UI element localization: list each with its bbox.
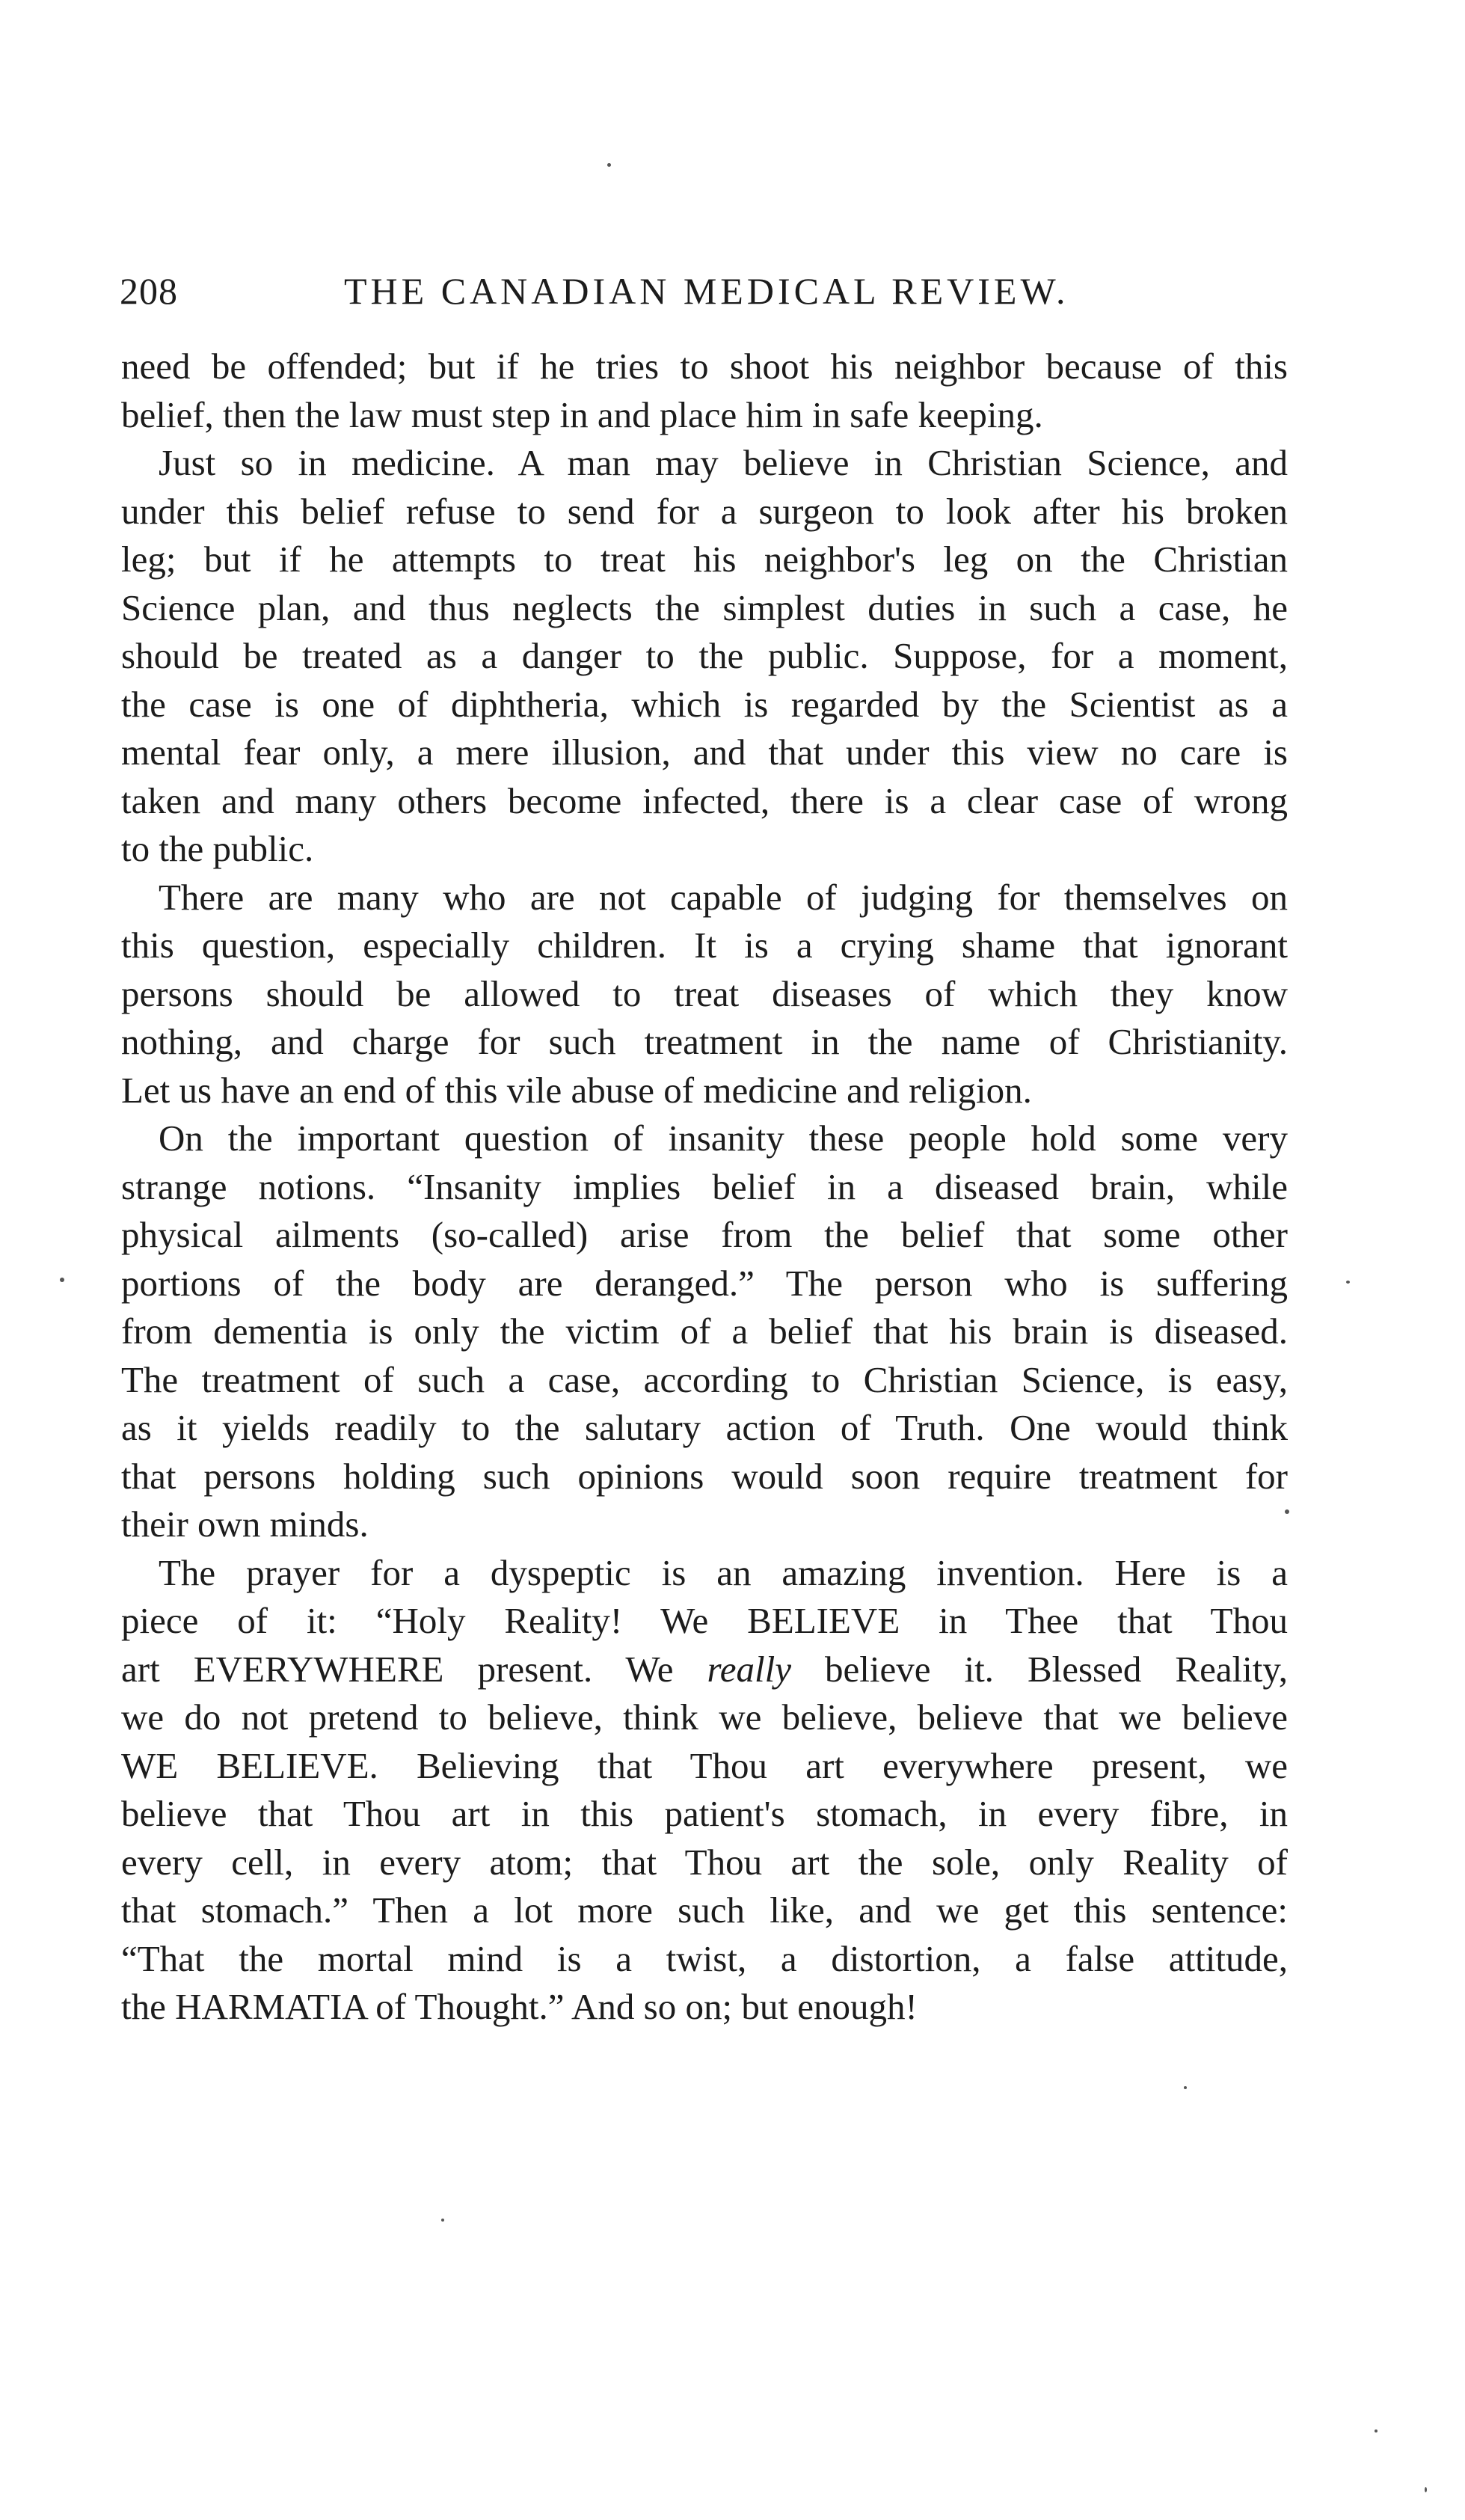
text-line: every cell, in every atom; that Thou art the sole, only Reality of — [121, 1841, 1288, 1883]
text-line: nothing, and charge for such treatment in the name of Christianity. — [121, 1021, 1288, 1062]
article-body — [121, 343, 1288, 2032]
emphasis: really — [707, 1648, 791, 1690]
paragraph — [121, 1115, 1288, 1549]
paragraph — [121, 439, 1288, 874]
text-line: belief, then the law must step in and place him in safe keeping. — [121, 393, 1043, 435]
text-line: that persons holding such opinions would soon require treatment for — [121, 1455, 1288, 1497]
text-line: The treatment of such a case, according to Christian Science, is easy, — [121, 1358, 1288, 1400]
text-line: WE BELIEVE. Believing that Thou art everywhere present, we — [121, 1744, 1288, 1786]
text-line: need be offended; but if he tries to shoot his neighbor because of this — [121, 346, 1288, 387]
text-line: that stomach.” Then a lot more such like, and we get this sentence: — [121, 1889, 1288, 1931]
text-line: their own minds. — [121, 1503, 369, 1545]
running-header — [120, 269, 1286, 322]
text-line: Let us have an end of this vile abuse of medicine and religion. — [121, 1069, 1032, 1111]
text-line: under this belief refuse to send for a surgeon to look after his broken — [121, 490, 1288, 532]
text-line: piece of it: “Holy Reality! We BELIEVE in Thee that Thou — [121, 1600, 1288, 1641]
text-line: we do not pretend to believe, think we believe, believe that we believe — [121, 1696, 1288, 1738]
text-line: “That the mortal mind is a twist, a distortion, a false attitude, — [121, 1937, 1288, 1979]
scan-speck — [441, 2219, 444, 2222]
scan-speck — [1285, 1509, 1289, 1514]
text-line: persons should be allowed to treat diseases of which they know — [121, 972, 1288, 1014]
text-line: portions of the body are deranged.” The person who is suffering — [121, 1262, 1288, 1304]
text-line: believe that Thou art in this patient's stomach, in every fibre, in — [121, 1793, 1288, 1834]
scan-speck — [1375, 2429, 1378, 2432]
text-line: as it yields readily to the salutary action of Truth. One would think — [121, 1407, 1288, 1448]
scan-speck — [607, 163, 611, 167]
text-line: art EVERYWHERE present. We really believe it. Blessed Reality, — [121, 1648, 1288, 1690]
text-line: leg; but if he attempts to treat his neighbor's leg on the Christian — [121, 539, 1288, 580]
text-line: taken and many others become infected, there is a clear case of wrong — [121, 779, 1288, 821]
text-line: The prayer for a dyspeptic is an amazing invention. Here is a — [159, 1551, 1288, 1593]
paragraph — [121, 874, 1288, 1115]
text-line: Just so in medicine. A man may believe in Christian Science, and — [159, 442, 1288, 483]
scan-speck — [60, 1278, 64, 1282]
text-line: this question, especially children. It is a crying shame that ignorant — [121, 925, 1288, 966]
scan-speck — [1184, 2086, 1187, 2089]
text-line: physical ailments (so-called) arise from the belief that some other — [121, 1214, 1288, 1255]
scan-speck — [1346, 1281, 1350, 1284]
paragraph — [121, 343, 1288, 439]
text-line: Science plan, and thus neglects the simplest duties in such a case, he — [121, 586, 1288, 628]
text-line: On the important question of insanity these people hold some very — [159, 1118, 1288, 1159]
text-line: should be treated as a danger to the public. Suppose, for a moment, — [121, 635, 1288, 676]
text-line: There are many who are not capable of judging for themselves on — [159, 876, 1288, 918]
scan-speck — [1425, 2487, 1427, 2492]
running-title: THE CANADIAN MEDICAL REVIEW. — [344, 270, 1069, 312]
paragraph — [121, 1549, 1288, 2032]
text-line: the HARMATIA of Thought.” And so on; but enough! — [121, 1986, 918, 2027]
page-number: 208 — [120, 270, 178, 312]
text-line: mental fear only, a mere illusion, and that under this view no care is — [121, 732, 1288, 773]
text-line: the case is one of diphtheria, which is regarded by the Scientist as a — [121, 683, 1288, 725]
text-line: from dementia is only the victim of a belief that his brain is diseased. — [121, 1310, 1288, 1352]
text-line: strange notions. “Insanity implies belief in a diseased brain, while — [121, 1165, 1288, 1207]
text-line: to the public. — [121, 828, 314, 869]
